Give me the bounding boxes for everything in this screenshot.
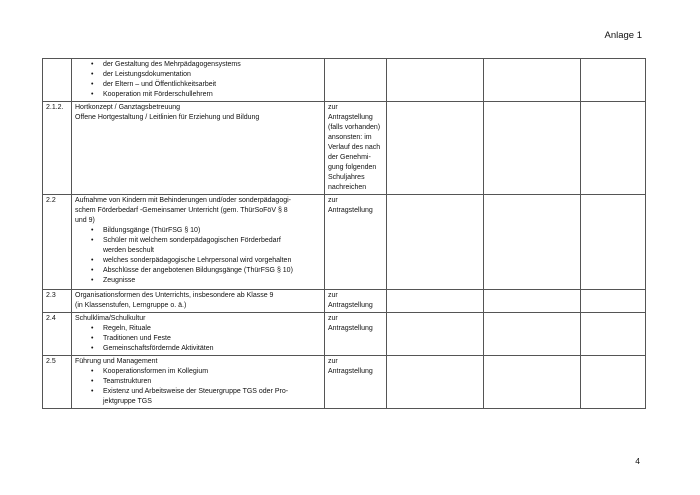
bullet-icon: •	[91, 267, 94, 274]
empty-cell	[484, 290, 581, 313]
row-note-cell: zur Antragstellung	[325, 356, 387, 409]
empty-cell	[484, 102, 581, 195]
row-heading: Hortkonzept / Ganztagsbetreuung	[75, 104, 181, 111]
table-row-2-5	[43, 356, 646, 409]
list-item: • Kooperation mit Förderschullehrern	[91, 91, 213, 98]
empty-cell	[581, 290, 646, 313]
row-number-cell	[43, 59, 72, 102]
list-item: • Abschlüsse der angebotenen Bildungsgänge (ThürFSG § 10)	[91, 267, 293, 274]
row-note-cell: zur Antragstellung	[325, 195, 387, 290]
bullet-icon: •	[91, 325, 94, 332]
bullet-icon: •	[91, 277, 94, 284]
empty-cell	[581, 59, 646, 102]
row-description-cell: Aufnahme von Kindern mit Behinderungen und/oder sonderpädagogi- schem Förderbedarf -Gemeinsamer Unterricht (gem. ThürSoFöV § 8 und 9) • Bildungsgänge (ThürFSG § 10) • Schüler mit welchem sonderpädagogischen Förderbedarf werden beschult • welches sonderpädagogische Lehrpersonal wird vorgehalten • Abschlüsse der angebotenen Bildungsgänge (ThürFSG § 10) • Zeugnisse	[72, 195, 325, 290]
empty-cell	[484, 195, 581, 290]
row-description-cell	[72, 102, 325, 195]
empty-cell	[387, 59, 484, 102]
list-item: • Bildungsgänge (ThürFSG § 10)	[91, 227, 201, 234]
row-note-cell: zur Antragstellung	[325, 313, 387, 356]
empty-cell	[581, 356, 646, 409]
empty-cell	[484, 59, 581, 102]
list-item: • welches sonderpädagogische Lehrpersonal wird vorgehalten	[91, 257, 292, 264]
row-number-cell: 2.3	[43, 290, 72, 313]
annex-label: Anlage 1	[604, 30, 642, 41]
bullet-icon: •	[91, 345, 94, 352]
row-number-cell: 2.1.2.	[43, 102, 72, 195]
row-description-cell	[72, 59, 325, 102]
page-number: 4	[635, 456, 640, 466]
bullet-icon: •	[91, 388, 94, 395]
empty-cell	[387, 102, 484, 195]
empty-cell	[387, 290, 484, 313]
empty-cell	[484, 313, 581, 356]
bullet-icon: •	[91, 71, 94, 78]
bullet-icon: •	[91, 335, 94, 342]
bullet-icon: •	[91, 378, 94, 385]
empty-cell	[387, 195, 484, 290]
empty-cell	[581, 102, 646, 195]
row-number-cell: 2.5	[43, 356, 72, 409]
requirements-table	[42, 58, 646, 409]
empty-cell	[484, 356, 581, 409]
bullet-icon: •	[91, 368, 94, 375]
table-row-2-4	[43, 313, 646, 356]
list-item: • der Gestaltung des Mehrpädagogensystems	[91, 61, 241, 68]
table-row-2-1-2	[43, 102, 646, 195]
list-item: • Kooperationsformen im Kollegium	[91, 368, 209, 375]
bullet-icon: •	[91, 227, 94, 234]
row-note-cell	[325, 59, 387, 102]
list-item: • Regeln, Rituale	[91, 325, 151, 332]
empty-cell	[387, 313, 484, 356]
list-item: • der Leistungsdokumentation	[91, 71, 191, 78]
list-item: • Zeugnisse	[91, 277, 136, 284]
table-row-2-3	[43, 290, 646, 313]
bullet-icon: •	[91, 257, 94, 264]
row-number-cell: 2.4	[43, 313, 72, 356]
table-row-2-2	[43, 195, 646, 290]
bullet-icon: •	[91, 61, 94, 68]
row-description-cell: Schulklima/Schulkultur • Regeln, Rituale • Traditionen und Feste • Gemeinschaftsfördernde Aktivitäten	[72, 313, 325, 356]
bullet-icon: •	[91, 81, 94, 88]
row-note-cell: zur Antragstellung (falls vorhanden) ansonsten: im Verlauf des nach der Genehmi- gung folgenden Schuljahres nachreichen	[325, 102, 387, 195]
empty-cell	[387, 356, 484, 409]
list-item: • Existenz und Arbeitsweise der Steuergruppe TGS oder Pro- jektgruppe TGS	[91, 388, 289, 405]
list-item: • Schüler mit welchem sonderpädagogischen Förderbedarf werden beschult	[91, 237, 281, 254]
row-subheading: Offene Hortgestaltung / Leitlinien für Erziehung und Bildung	[75, 114, 260, 121]
empty-cell	[581, 195, 646, 290]
list-item: • Gemeinschaftsfördernde Aktivitäten	[91, 345, 214, 352]
row-description-cell: Organisationsformen des Unterrichts, insbesondere ab Klasse 9 (in Klassenstufen, Lerngruppe o. ä.)	[72, 290, 325, 313]
row-description-cell: Führung und Management • Kooperationsformen im Kollegium • Teamstrukturen • Existenz und Arbeitsweise der Steuergruppe TGS oder Pro- jektgruppe TGS	[72, 356, 325, 409]
list-item: • Traditionen und Feste	[91, 335, 171, 342]
list-item: • Teamstrukturen	[91, 378, 152, 385]
bullet-icon: •	[91, 91, 94, 98]
empty-cell	[581, 313, 646, 356]
table-row-continuation	[43, 59, 646, 102]
list-item: • der Eltern – und Öffentlichkeitsarbeit	[91, 81, 217, 88]
row-note-cell: zur Antragstellung	[325, 290, 387, 313]
row-number-cell: 2.2	[43, 195, 72, 290]
bullet-icon: •	[91, 237, 94, 244]
